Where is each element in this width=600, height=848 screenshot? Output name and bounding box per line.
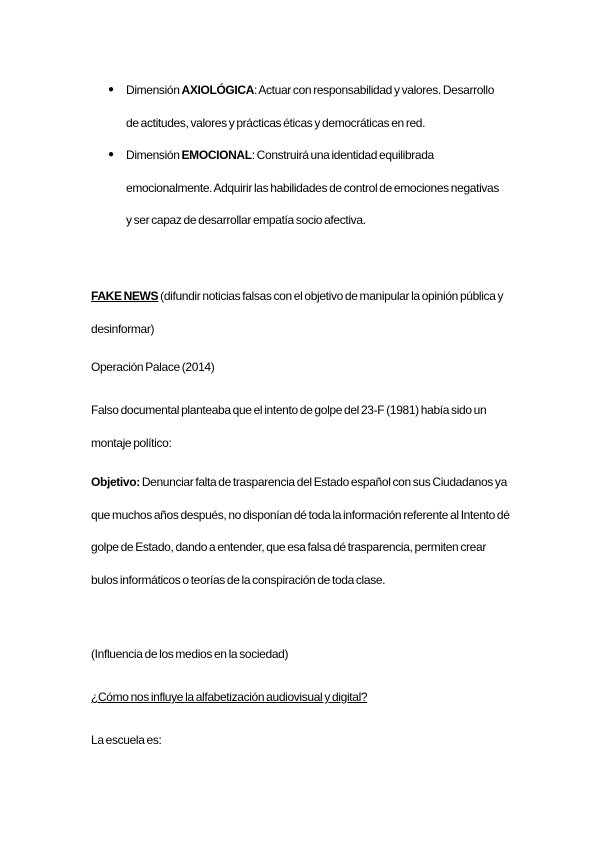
dimension-term: EMOCIONAL bbox=[181, 148, 252, 162]
dimension-term: AXIOLÓGICA bbox=[181, 83, 255, 97]
dimension-text: : Actuar con responsabilidad y valores. Desarrollo de actitudes, valores y prácticas éticas y democráticas en red. bbox=[126, 83, 495, 130]
dimension-prefix: Dimensión bbox=[126, 83, 182, 97]
bullet-icon: ● bbox=[108, 149, 114, 160]
dimension-list bbox=[0, 74, 600, 237]
dimension-prefix: Dimensión bbox=[126, 148, 182, 162]
bullet-icon: ● bbox=[108, 84, 114, 95]
influencia-paragraph: (Influencia de los medios en la sociedad) bbox=[91, 647, 289, 661]
objetivo-text: Denunciar falta de trasparencia del Estado español con sus Ciudadanos ya que muchos años después, no disponían dé toda la información referente al Intento dé golpe de Estado, dando a entender, que esa falsa dé trasparencia, permiten crear bulos informáticos o teorías de la conspiración de toda clase. bbox=[91, 475, 510, 587]
escuela-paragraph: La escuela es: bbox=[91, 733, 162, 747]
fake-news-paragraph bbox=[91, 280, 511, 345]
objetivo-paragraph bbox=[91, 466, 511, 596]
fake-news-term: FAKE NEWS bbox=[91, 289, 159, 303]
pregunta-heading: ¿Cómo nos influye la alfabetización audiovisual y digital? bbox=[91, 690, 368, 704]
fake-news-text: (difundir noticias falsas con el objetivo de manipular la opinión pública y desinformar) bbox=[91, 289, 504, 336]
list-item-axiologica bbox=[0, 74, 506, 139]
operacion-paragraph: Operación Palace (2014) bbox=[91, 360, 215, 374]
falso-documental-paragraph: Falso documental planteaba que el intento de golpe del 23-F (1981) había sido un montaje político: bbox=[91, 403, 487, 450]
list-item-emocional bbox=[0, 139, 506, 237]
dimension-text: : Construirá una identidad equilibrada emocionalmente. Adquirir las habilidades de control de emociones negativas y ser capaz de desarrollar empatía socio afectiva. bbox=[126, 148, 500, 227]
objetivo-term: Objetivo: bbox=[91, 475, 140, 489]
